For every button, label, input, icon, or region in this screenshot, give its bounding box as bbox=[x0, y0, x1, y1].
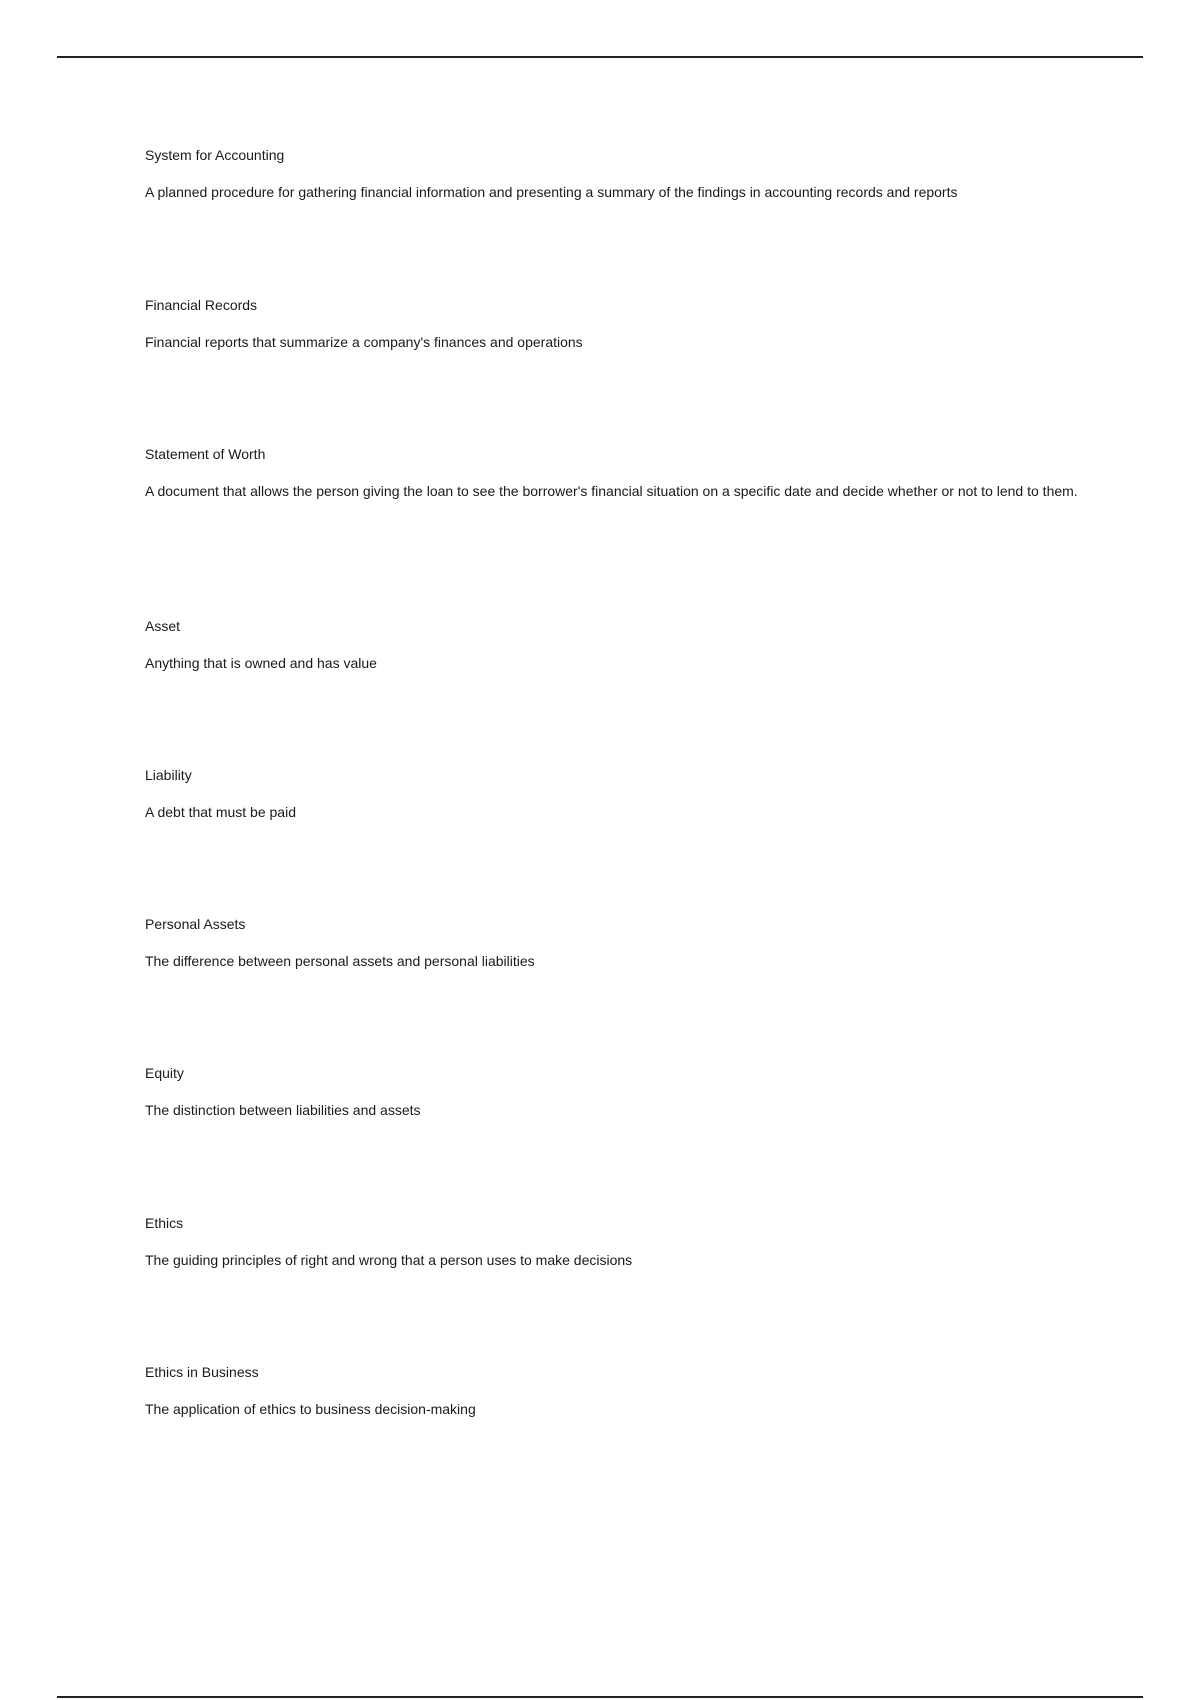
glossary-entry bbox=[145, 1064, 1080, 1121]
glossary-entry bbox=[145, 1214, 1080, 1271]
glossary-term: Statement of Worth bbox=[145, 446, 266, 462]
glossary-definition: Financial reports that summarize a company's finances and operations bbox=[145, 334, 583, 350]
glossary-term: Equity bbox=[145, 1065, 184, 1081]
header-rule bbox=[57, 56, 1143, 58]
glossary-entry bbox=[145, 915, 1080, 972]
glossary-definition: Anything that is owned and has value bbox=[145, 655, 377, 671]
glossary-entry bbox=[145, 296, 1080, 353]
glossary-term: Ethics in Business bbox=[145, 1364, 259, 1380]
glossary-term: Asset bbox=[145, 618, 181, 634]
glossary-entry bbox=[145, 146, 1080, 203]
glossary-definition: The application of ethics to business decision-making bbox=[145, 1401, 476, 1417]
glossary-term: Financial Records bbox=[145, 297, 258, 313]
glossary-term: Personal Assets bbox=[145, 916, 246, 932]
glossary-entry bbox=[145, 617, 1080, 674]
glossary-entry bbox=[145, 445, 1080, 502]
glossary-term: Liability bbox=[145, 767, 192, 783]
glossary-term: Ethics bbox=[145, 1215, 184, 1231]
glossary-definition: A document that allows the person giving the loan to see the borrower's financial situation on a specific date and decide whether or not to lend to them. bbox=[145, 483, 1078, 499]
glossary-entry bbox=[145, 766, 1080, 823]
glossary-definition: The guiding principles of right and wrong that a person uses to make decisions bbox=[145, 1252, 633, 1268]
glossary-definition: The difference between personal assets and personal liabilities bbox=[145, 953, 535, 969]
glossary-term: System for Accounting bbox=[145, 147, 285, 163]
footer-rule bbox=[57, 1696, 1143, 1698]
glossary-definition: A debt that must be paid bbox=[145, 804, 296, 820]
glossary-definition: A planned procedure for gathering financial information and presenting a summary of the findings in accounting records and reports bbox=[145, 184, 958, 200]
glossary-definition: The distinction between liabilities and assets bbox=[145, 1102, 421, 1118]
glossary-entry bbox=[145, 1363, 1080, 1420]
